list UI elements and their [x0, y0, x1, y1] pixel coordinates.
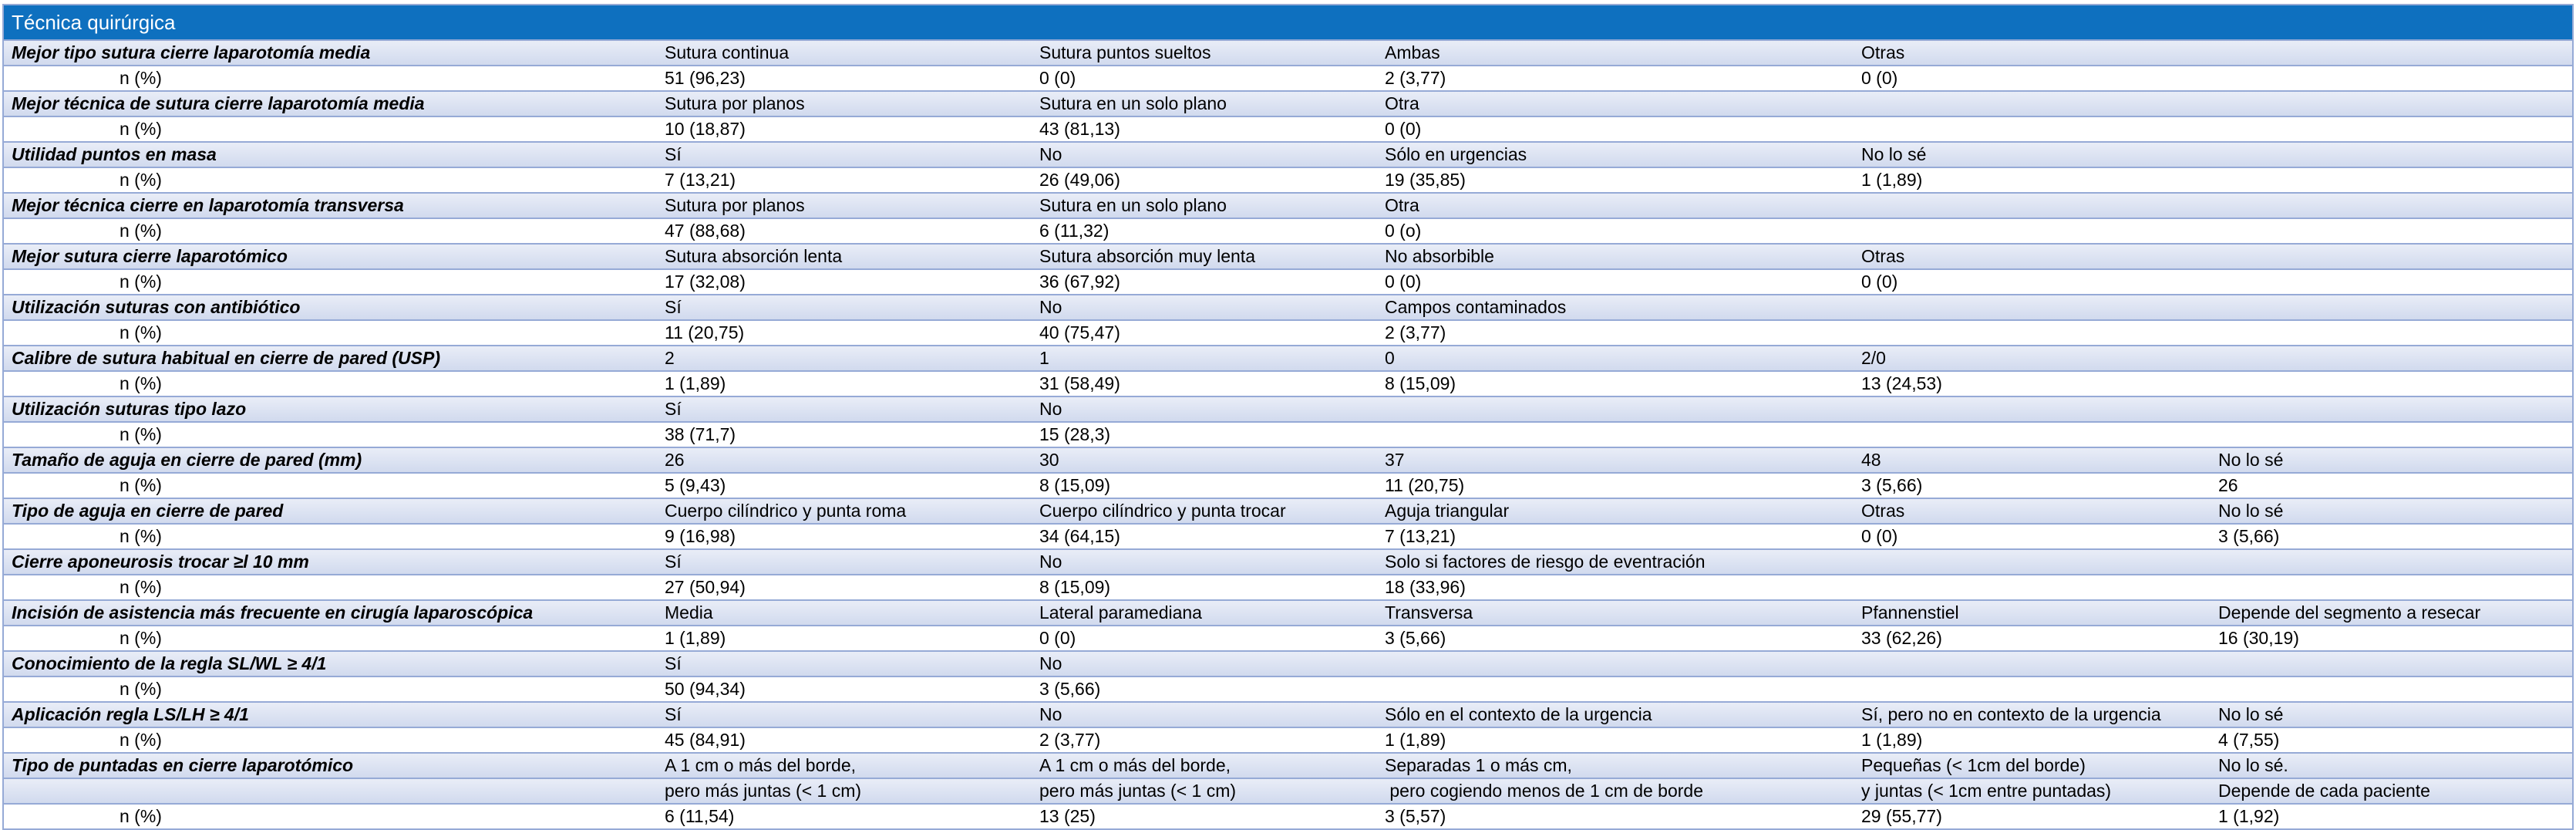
option-cell: No — [1035, 651, 1380, 676]
value-cell: 0 (0) — [1035, 626, 1380, 651]
option-cell — [1380, 396, 1857, 422]
n-row — [3, 371, 2573, 396]
question-cell: Utilización suturas con antibiótico — [3, 295, 660, 320]
question-row — [3, 498, 2573, 524]
option-cell — [1857, 396, 2214, 422]
question-cell: Mejor técnica de sutura cierre laparotomía media — [3, 91, 660, 116]
value-cell: 6 (11,32) — [1035, 218, 1380, 244]
value-cell: 1 (1,89) — [660, 371, 1035, 396]
question-row — [3, 346, 2573, 371]
n-label-cell: n (%) — [3, 676, 660, 702]
option-cell: pero más juntas (< 1 cm) — [1035, 778, 1380, 804]
value-cell: 0 (0) — [1380, 269, 1857, 295]
option-cell: Pfannenstiel — [1857, 600, 2214, 626]
value-cell — [2214, 320, 2573, 346]
n-row — [3, 804, 2573, 829]
question-row — [3, 244, 2573, 269]
n-label-cell: n (%) — [3, 116, 660, 142]
n-row — [3, 473, 2573, 498]
option-cell: Transversa — [1380, 600, 1857, 626]
n-row — [3, 727, 2573, 753]
n-row — [3, 524, 2573, 549]
question-cell: Conocimiento de la regla SL/WL ≥ 4/1 — [3, 651, 660, 676]
option-cell — [2214, 91, 2573, 116]
option-cell: Pequeñas (< 1cm del borde) — [1857, 753, 2214, 778]
option-cell: Sutura puntos sueltos — [1035, 40, 1380, 66]
value-cell: 0 (0) — [1380, 116, 1857, 142]
value-cell: 2 (3,77) — [1035, 727, 1380, 753]
question-row — [3, 295, 2573, 320]
value-cell — [1857, 320, 2214, 346]
value-cell — [2214, 116, 2573, 142]
option-cell — [2214, 244, 2573, 269]
question-row — [3, 447, 2573, 473]
value-cell: 33 (62,26) — [1857, 626, 2214, 651]
value-cell: 0 (0) — [1857, 66, 2214, 91]
option-cell: No — [1035, 549, 1380, 575]
value-cell: 27 (50,94) — [660, 575, 1035, 600]
value-cell — [1380, 422, 1857, 447]
question-cell: Cierre aponeurosis trocar ≥l 10 mm — [3, 549, 660, 575]
option-cell — [2214, 651, 2573, 676]
question-cell — [3, 778, 660, 804]
option-cell: Sí — [660, 651, 1035, 676]
value-cell: 4 (7,55) — [2214, 727, 2573, 753]
value-cell — [1857, 422, 2214, 447]
value-cell: 2 (3,77) — [1380, 66, 1857, 91]
n-row — [3, 269, 2573, 295]
option-cell: Cuerpo cilíndrico y punta trocar — [1035, 498, 1380, 524]
table-body — [3, 40, 2573, 829]
option-cell: Cuerpo cilíndrico y punta roma — [660, 498, 1035, 524]
option-cell: A 1 cm o más del borde, — [660, 753, 1035, 778]
option-cell — [1857, 295, 2214, 320]
value-cell: 3 (5,66) — [1380, 626, 1857, 651]
option-cell: y juntas (< 1cm entre puntadas) — [1857, 778, 2214, 804]
value-cell: 3 (5,66) — [1035, 676, 1380, 702]
value-cell: 0 (0) — [1857, 524, 2214, 549]
question-row — [3, 193, 2573, 218]
value-cell — [1857, 116, 2214, 142]
option-cell: 48 — [1857, 447, 2214, 473]
value-cell: 11 (20,75) — [660, 320, 1035, 346]
question-row — [3, 702, 2573, 727]
n-label-cell: n (%) — [3, 473, 660, 498]
option-cell: Ambas — [1380, 40, 1857, 66]
value-cell — [1857, 218, 2214, 244]
value-cell: 1 (1,89) — [660, 626, 1035, 651]
value-cell: 18 (33,96) — [1380, 575, 1857, 600]
value-cell: 0 (0) — [1035, 66, 1380, 91]
option-cell: Otras — [1857, 244, 2214, 269]
value-cell: 11 (20,75) — [1380, 473, 1857, 498]
value-cell: 17 (32,08) — [660, 269, 1035, 295]
option-cell: Lateral paramediana — [1035, 600, 1380, 626]
option-cell: pero cogiendo menos de 1 cm de borde — [1380, 778, 1857, 804]
value-cell: 36 (67,92) — [1035, 269, 1380, 295]
question-row — [3, 600, 2573, 626]
question-cell: Mejor técnica cierre en laparotomía transversa — [3, 193, 660, 218]
value-cell: 1 (1,92) — [2214, 804, 2573, 829]
option-cell: No — [1035, 396, 1380, 422]
option-cell: 26 — [660, 447, 1035, 473]
question-cell: Utilización suturas tipo lazo — [3, 396, 660, 422]
option-cell: 0 — [1380, 346, 1857, 371]
option-cell: Sí, pero no en contexto de la urgencia — [1857, 702, 2214, 727]
question-cell: Calibre de sutura habitual en cierre de pared (USP) — [3, 346, 660, 371]
question-row — [3, 778, 2573, 804]
surgical-technique-table — [2, 4, 2574, 830]
value-cell: 5 (9,43) — [660, 473, 1035, 498]
question-cell: Utilidad puntos en masa — [3, 142, 660, 167]
value-cell — [1857, 575, 2214, 600]
value-cell: 9 (16,98) — [660, 524, 1035, 549]
n-row — [3, 626, 2573, 651]
option-cell — [2214, 295, 2573, 320]
question-row — [3, 40, 2573, 66]
option-cell: Sutura por planos — [660, 91, 1035, 116]
option-cell: Otra — [1380, 193, 1857, 218]
option-cell: Sí — [660, 396, 1035, 422]
option-cell: Separadas 1 o más cm, — [1380, 753, 1857, 778]
option-cell: Sutura absorción lenta — [660, 244, 1035, 269]
value-cell: 7 (13,21) — [1380, 524, 1857, 549]
value-cell: 40 (75,47) — [1035, 320, 1380, 346]
value-cell: 15 (28,3) — [1035, 422, 1380, 447]
option-cell: Sutura continua — [660, 40, 1035, 66]
value-cell — [2214, 371, 2573, 396]
value-cell: 50 (94,34) — [660, 676, 1035, 702]
value-cell: 51 (96,23) — [660, 66, 1035, 91]
n-row — [3, 116, 2573, 142]
n-label-cell: n (%) — [3, 804, 660, 829]
option-cell: 2/0 — [1857, 346, 2214, 371]
n-label-cell: n (%) — [3, 727, 660, 753]
option-cell: Media — [660, 600, 1035, 626]
option-cell: No — [1035, 295, 1380, 320]
value-cell: 38 (71,7) — [660, 422, 1035, 447]
value-cell — [2214, 167, 2573, 193]
value-cell: 8 (15,09) — [1035, 473, 1380, 498]
table-title: Técnica quirúrgica — [3, 5, 2573, 40]
value-cell — [2214, 66, 2573, 91]
option-cell: Solo si factores de riesgo de eventración — [1380, 549, 1857, 575]
n-label-cell: n (%) — [3, 371, 660, 396]
n-row — [3, 218, 2573, 244]
option-cell: No lo sé — [2214, 702, 2573, 727]
question-cell: Tamaño de aguja en cierre de pared (mm) — [3, 447, 660, 473]
value-cell: 2 (3,77) — [1380, 320, 1857, 346]
value-cell: 1 (1,89) — [1380, 727, 1857, 753]
option-cell: Sólo en urgencias — [1380, 142, 1857, 167]
option-cell — [2214, 549, 2573, 575]
value-cell: 3 (5,66) — [2214, 524, 2573, 549]
value-cell: 16 (30,19) — [2214, 626, 2573, 651]
value-cell — [2214, 676, 2573, 702]
option-cell: Aguja triangular — [1380, 498, 1857, 524]
value-cell — [1380, 676, 1857, 702]
value-cell: 8 (15,09) — [1380, 371, 1857, 396]
option-cell: 30 — [1035, 447, 1380, 473]
value-cell — [2214, 422, 2573, 447]
n-row — [3, 167, 2573, 193]
question-cell: Tipo de aguja en cierre de pared — [3, 498, 660, 524]
option-cell — [2214, 142, 2573, 167]
value-cell: 7 (13,21) — [660, 167, 1035, 193]
question-row — [3, 651, 2573, 676]
n-row — [3, 66, 2573, 91]
option-cell — [1857, 91, 2214, 116]
value-cell: 3 (5,66) — [1857, 473, 2214, 498]
option-cell — [1857, 651, 2214, 676]
value-cell: 1 (1,89) — [1857, 727, 2214, 753]
value-cell: 29 (55,77) — [1857, 804, 2214, 829]
value-cell: 26 (49,06) — [1035, 167, 1380, 193]
n-label-cell: n (%) — [3, 218, 660, 244]
option-cell: 2 — [660, 346, 1035, 371]
option-cell — [2214, 346, 2573, 371]
question-cell: Mejor sutura cierre laparotómico — [3, 244, 660, 269]
n-label-cell: n (%) — [3, 320, 660, 346]
value-cell: 0 (o) — [1380, 218, 1857, 244]
option-cell: No absorbible — [1380, 244, 1857, 269]
value-cell: 8 (15,09) — [1035, 575, 1380, 600]
n-row — [3, 676, 2573, 702]
question-row — [3, 142, 2573, 167]
value-cell: 13 (25) — [1035, 804, 1380, 829]
n-label-cell: n (%) — [3, 422, 660, 447]
value-cell: 6 (11,54) — [660, 804, 1035, 829]
question-cell: Aplicación regla LS/LH ≥ 4/1 — [3, 702, 660, 727]
option-cell: Sí — [660, 295, 1035, 320]
n-row — [3, 575, 2573, 600]
value-cell: 0 (0) — [1857, 269, 2214, 295]
question-cell: Incisión de asistencia más frecuente en cirugía laparoscópica — [3, 600, 660, 626]
n-label-cell: n (%) — [3, 575, 660, 600]
option-cell: No lo sé — [2214, 447, 2573, 473]
option-cell: Sutura absorción muy lenta — [1035, 244, 1380, 269]
option-cell: Sí — [660, 549, 1035, 575]
table-header-row — [3, 5, 2573, 40]
question-cell: Tipo de puntadas en cierre laparotómico — [3, 753, 660, 778]
question-cell: Mejor tipo sutura cierre laparotomía media — [3, 40, 660, 66]
n-label-cell: n (%) — [3, 626, 660, 651]
n-label-cell: n (%) — [3, 269, 660, 295]
value-cell: 45 (84,91) — [660, 727, 1035, 753]
option-cell: Sólo en el contexto de la urgencia — [1380, 702, 1857, 727]
option-cell: No — [1035, 142, 1380, 167]
option-cell — [2214, 396, 2573, 422]
value-cell: 47 (88,68) — [660, 218, 1035, 244]
n-label-cell: n (%) — [3, 66, 660, 91]
option-cell: Sí — [660, 702, 1035, 727]
option-cell: Sutura en un solo plano — [1035, 193, 1380, 218]
option-cell: Sí — [660, 142, 1035, 167]
option-cell: Depende de cada paciente — [2214, 778, 2573, 804]
option-cell: Otras — [1857, 498, 2214, 524]
n-label-cell: n (%) — [3, 167, 660, 193]
option-cell — [1857, 549, 2214, 575]
option-cell: A 1 cm o más del borde, — [1035, 753, 1380, 778]
question-row — [3, 549, 2573, 575]
n-row — [3, 422, 2573, 447]
option-cell: No lo sé. — [2214, 753, 2573, 778]
value-cell: 10 (18,87) — [660, 116, 1035, 142]
question-row — [3, 91, 2573, 116]
option-cell: No lo sé — [2214, 498, 2573, 524]
value-cell: 3 (5,57) — [1380, 804, 1857, 829]
option-cell: 1 — [1035, 346, 1380, 371]
option-cell — [1380, 651, 1857, 676]
value-cell: 31 (58,49) — [1035, 371, 1380, 396]
n-row — [3, 320, 2573, 346]
question-row — [3, 396, 2573, 422]
value-cell: 43 (81,13) — [1035, 116, 1380, 142]
option-cell: Campos contaminados — [1380, 295, 1857, 320]
value-cell: 26 — [2214, 473, 2573, 498]
value-cell: 13 (24,53) — [1857, 371, 2214, 396]
question-row — [3, 753, 2573, 778]
option-cell: No — [1035, 702, 1380, 727]
value-cell — [2214, 269, 2573, 295]
value-cell: 1 (1,89) — [1857, 167, 2214, 193]
option-cell: pero más juntas (< 1 cm) — [660, 778, 1035, 804]
option-cell: Sutura por planos — [660, 193, 1035, 218]
option-cell — [2214, 193, 2573, 218]
n-label-cell: n (%) — [3, 524, 660, 549]
option-cell: No lo sé — [1857, 142, 2214, 167]
value-cell — [1857, 676, 2214, 702]
option-cell: Otras — [1857, 40, 2214, 66]
value-cell: 34 (64,15) — [1035, 524, 1380, 549]
option-cell: Sutura en un solo plano — [1035, 91, 1380, 116]
option-cell — [1857, 193, 2214, 218]
value-cell: 19 (35,85) — [1380, 167, 1857, 193]
option-cell: 37 — [1380, 447, 1857, 473]
option-cell — [2214, 40, 2573, 66]
value-cell — [2214, 575, 2573, 600]
option-cell: Otra — [1380, 91, 1857, 116]
option-cell: Depende del segmento a resecar — [2214, 600, 2573, 626]
value-cell — [2214, 218, 2573, 244]
